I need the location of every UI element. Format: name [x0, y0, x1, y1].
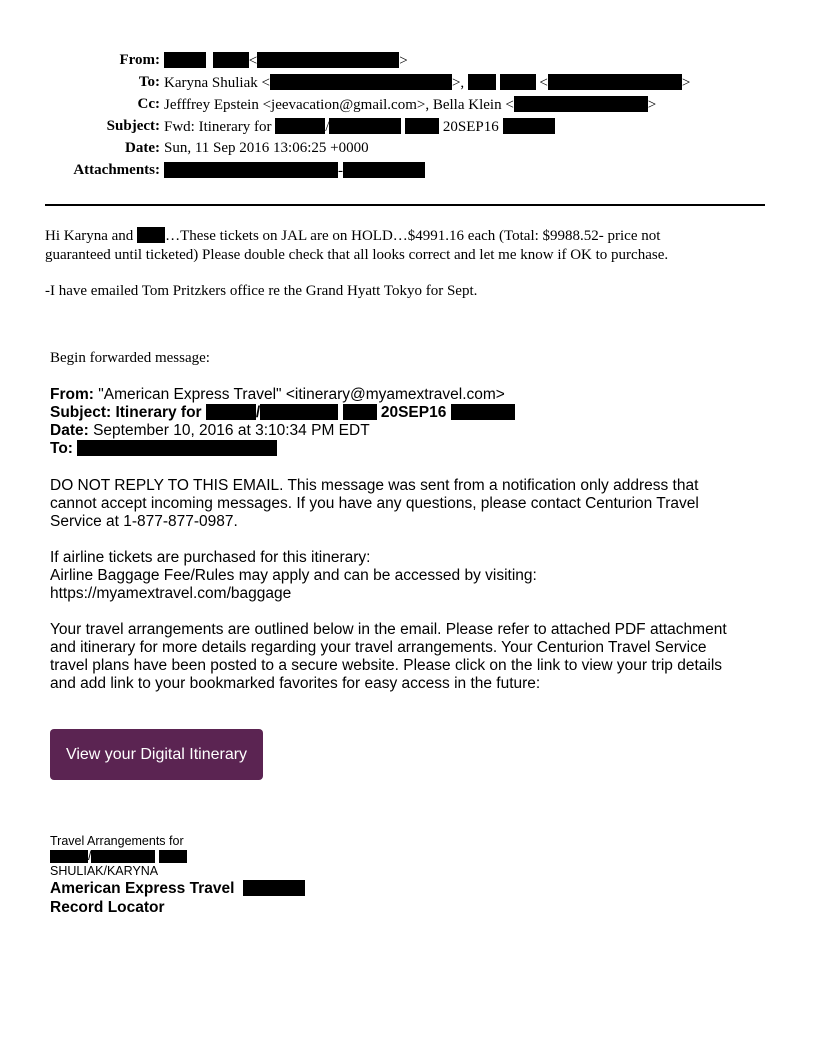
subject-row [0, 118, 816, 140]
redaction [451, 404, 515, 420]
cc-label: Cc: [137, 96, 160, 112]
attachments-row [0, 162, 816, 184]
arrangements-info [50, 621, 770, 693]
arrangements-line-3: travel plans have been posted to a secure website. Please click on the link to view your trip details [50, 657, 723, 674]
redaction [159, 850, 187, 863]
intro-line-1: …These tickets on JAL are on HOLD…$4991.16 each (Total: $9988.52- price not [165, 228, 661, 244]
subject-label: Subject: [106, 118, 160, 134]
redaction [206, 404, 256, 420]
intro-paragraph [45, 227, 775, 265]
fwd-from-value: "American Express Travel" <itinerary@myamextravel.com> [98, 386, 505, 403]
redaction [243, 880, 305, 896]
date-row [0, 140, 816, 162]
baggage-line-1: If airline tickets are purchased for this itinerary: [50, 549, 371, 566]
baggage-line-2: Airline Baggage Fee/Rules may apply and can be accessed by visiting: [50, 567, 537, 584]
redaction [405, 118, 439, 134]
redaction [275, 118, 325, 134]
redaction [548, 74, 682, 90]
fwd-date-label: Date: [50, 422, 89, 439]
company-name: American Express Travel [50, 880, 235, 897]
redaction [50, 850, 88, 863]
redaction [468, 74, 496, 90]
fwd-date-row [50, 422, 770, 440]
intro-note: -I have emailed Tom Pritzkers office re the Grand Hyatt Tokyo for Sept. [45, 283, 478, 299]
redaction [91, 850, 155, 863]
baggage-info [50, 549, 770, 603]
greeting: Hi Karyna and [45, 228, 134, 244]
forwarded-header [50, 386, 770, 458]
to-value: Karyna Shuliak < >, < > [164, 75, 691, 91]
forward-begin: Begin forwarded message: [50, 350, 210, 366]
cc-value: Jefffrey Epstein <jeevacation@gmail.com>, Bella Klein < > [164, 97, 657, 113]
attachments-value: - [164, 162, 425, 180]
redaction [77, 440, 277, 456]
to-name: Karyna Shuliak < [164, 75, 270, 91]
company-row [50, 879, 305, 898]
baggage-link[interactable]: https://myamextravel.com/baggage [50, 585, 292, 602]
travel-arrangements [50, 834, 305, 917]
record-locator-label: Record Locator [50, 899, 165, 916]
cc-text: Jefffrey Epstein <jeevacation@gmail.com>, Bella Klein < [164, 97, 514, 113]
subject-prefix: Fwd: Itinerary for [164, 119, 272, 135]
redaction [343, 404, 377, 420]
travel-for-label: Travel Arrangements for [50, 834, 184, 848]
traveler-name: SHULIAK/KARYNA [50, 864, 159, 878]
arrangements-line-4: and add link to your bookmarked favorites for easy access in the future: [50, 675, 541, 692]
header-divider [45, 204, 765, 206]
fwd-from-label: From: [50, 386, 94, 403]
from-value: < > [164, 52, 408, 70]
arrangements-line-1: Your travel arrangements are outlined below in the email. Please refer to attached PDF attachment [50, 621, 727, 638]
fwd-to-label: To: [50, 440, 73, 457]
redaction [343, 162, 425, 178]
fwd-from-row [50, 386, 770, 404]
notice-line-2: cannot accept incoming messages. If you have any questions, please contact Centurion Travel [50, 495, 699, 512]
redaction [137, 227, 165, 243]
redaction [164, 52, 206, 68]
redaction [503, 118, 555, 134]
email-header [0, 52, 816, 184]
no-reply-notice [50, 477, 770, 531]
to-row [0, 74, 816, 96]
redaction [514, 96, 648, 112]
from-row [0, 52, 816, 74]
redaction [270, 74, 452, 90]
subject-value: Fwd: Itinerary for / 20SEP16 [164, 118, 555, 136]
fwd-date-value: September 10, 2016 at 3:10:34 PM EDT [93, 422, 370, 439]
redaction [164, 162, 338, 178]
to-label: To: [138, 74, 160, 90]
traveler-names-redacted: / [50, 849, 305, 864]
arrangements-line-2: and itinerary for more details regarding your travel arrangements. Your Centurion Travel Service [50, 639, 707, 656]
redaction [213, 52, 249, 68]
fwd-subject-row: Subject: Itinerary for / 20SEP16 [50, 404, 770, 422]
notice-line-1: DO NOT REPLY TO THIS EMAIL. This message was sent from a notification only address that [50, 477, 699, 494]
intro-line-2: guaranteed until ticketed) Please double check that all looks correct and let me know if OK to purchase. [45, 247, 669, 263]
redaction [329, 118, 401, 134]
notice-line-3: Service at 1-877-877-0987. [50, 513, 238, 530]
view-digital-itinerary-button[interactable]: View your Digital Itinerary [50, 729, 263, 780]
redaction [257, 52, 399, 68]
fwd-to-row [50, 440, 770, 458]
fwd-subject-date: 20SEP16 [380, 404, 447, 421]
date-value: Sun, 11 Sep 2016 13:06:25 +0000 [164, 140, 369, 156]
redaction [260, 404, 338, 420]
subject-date: 20SEP16 [442, 119, 499, 135]
intro-message [45, 227, 775, 301]
fwd-subject-label: Subject: Itinerary for [50, 404, 202, 421]
date-label: Date: [125, 140, 160, 156]
attachments-label: Attachments: [73, 162, 160, 178]
redaction [500, 74, 536, 90]
from-label: From: [119, 52, 160, 68]
cc-row [0, 96, 816, 118]
